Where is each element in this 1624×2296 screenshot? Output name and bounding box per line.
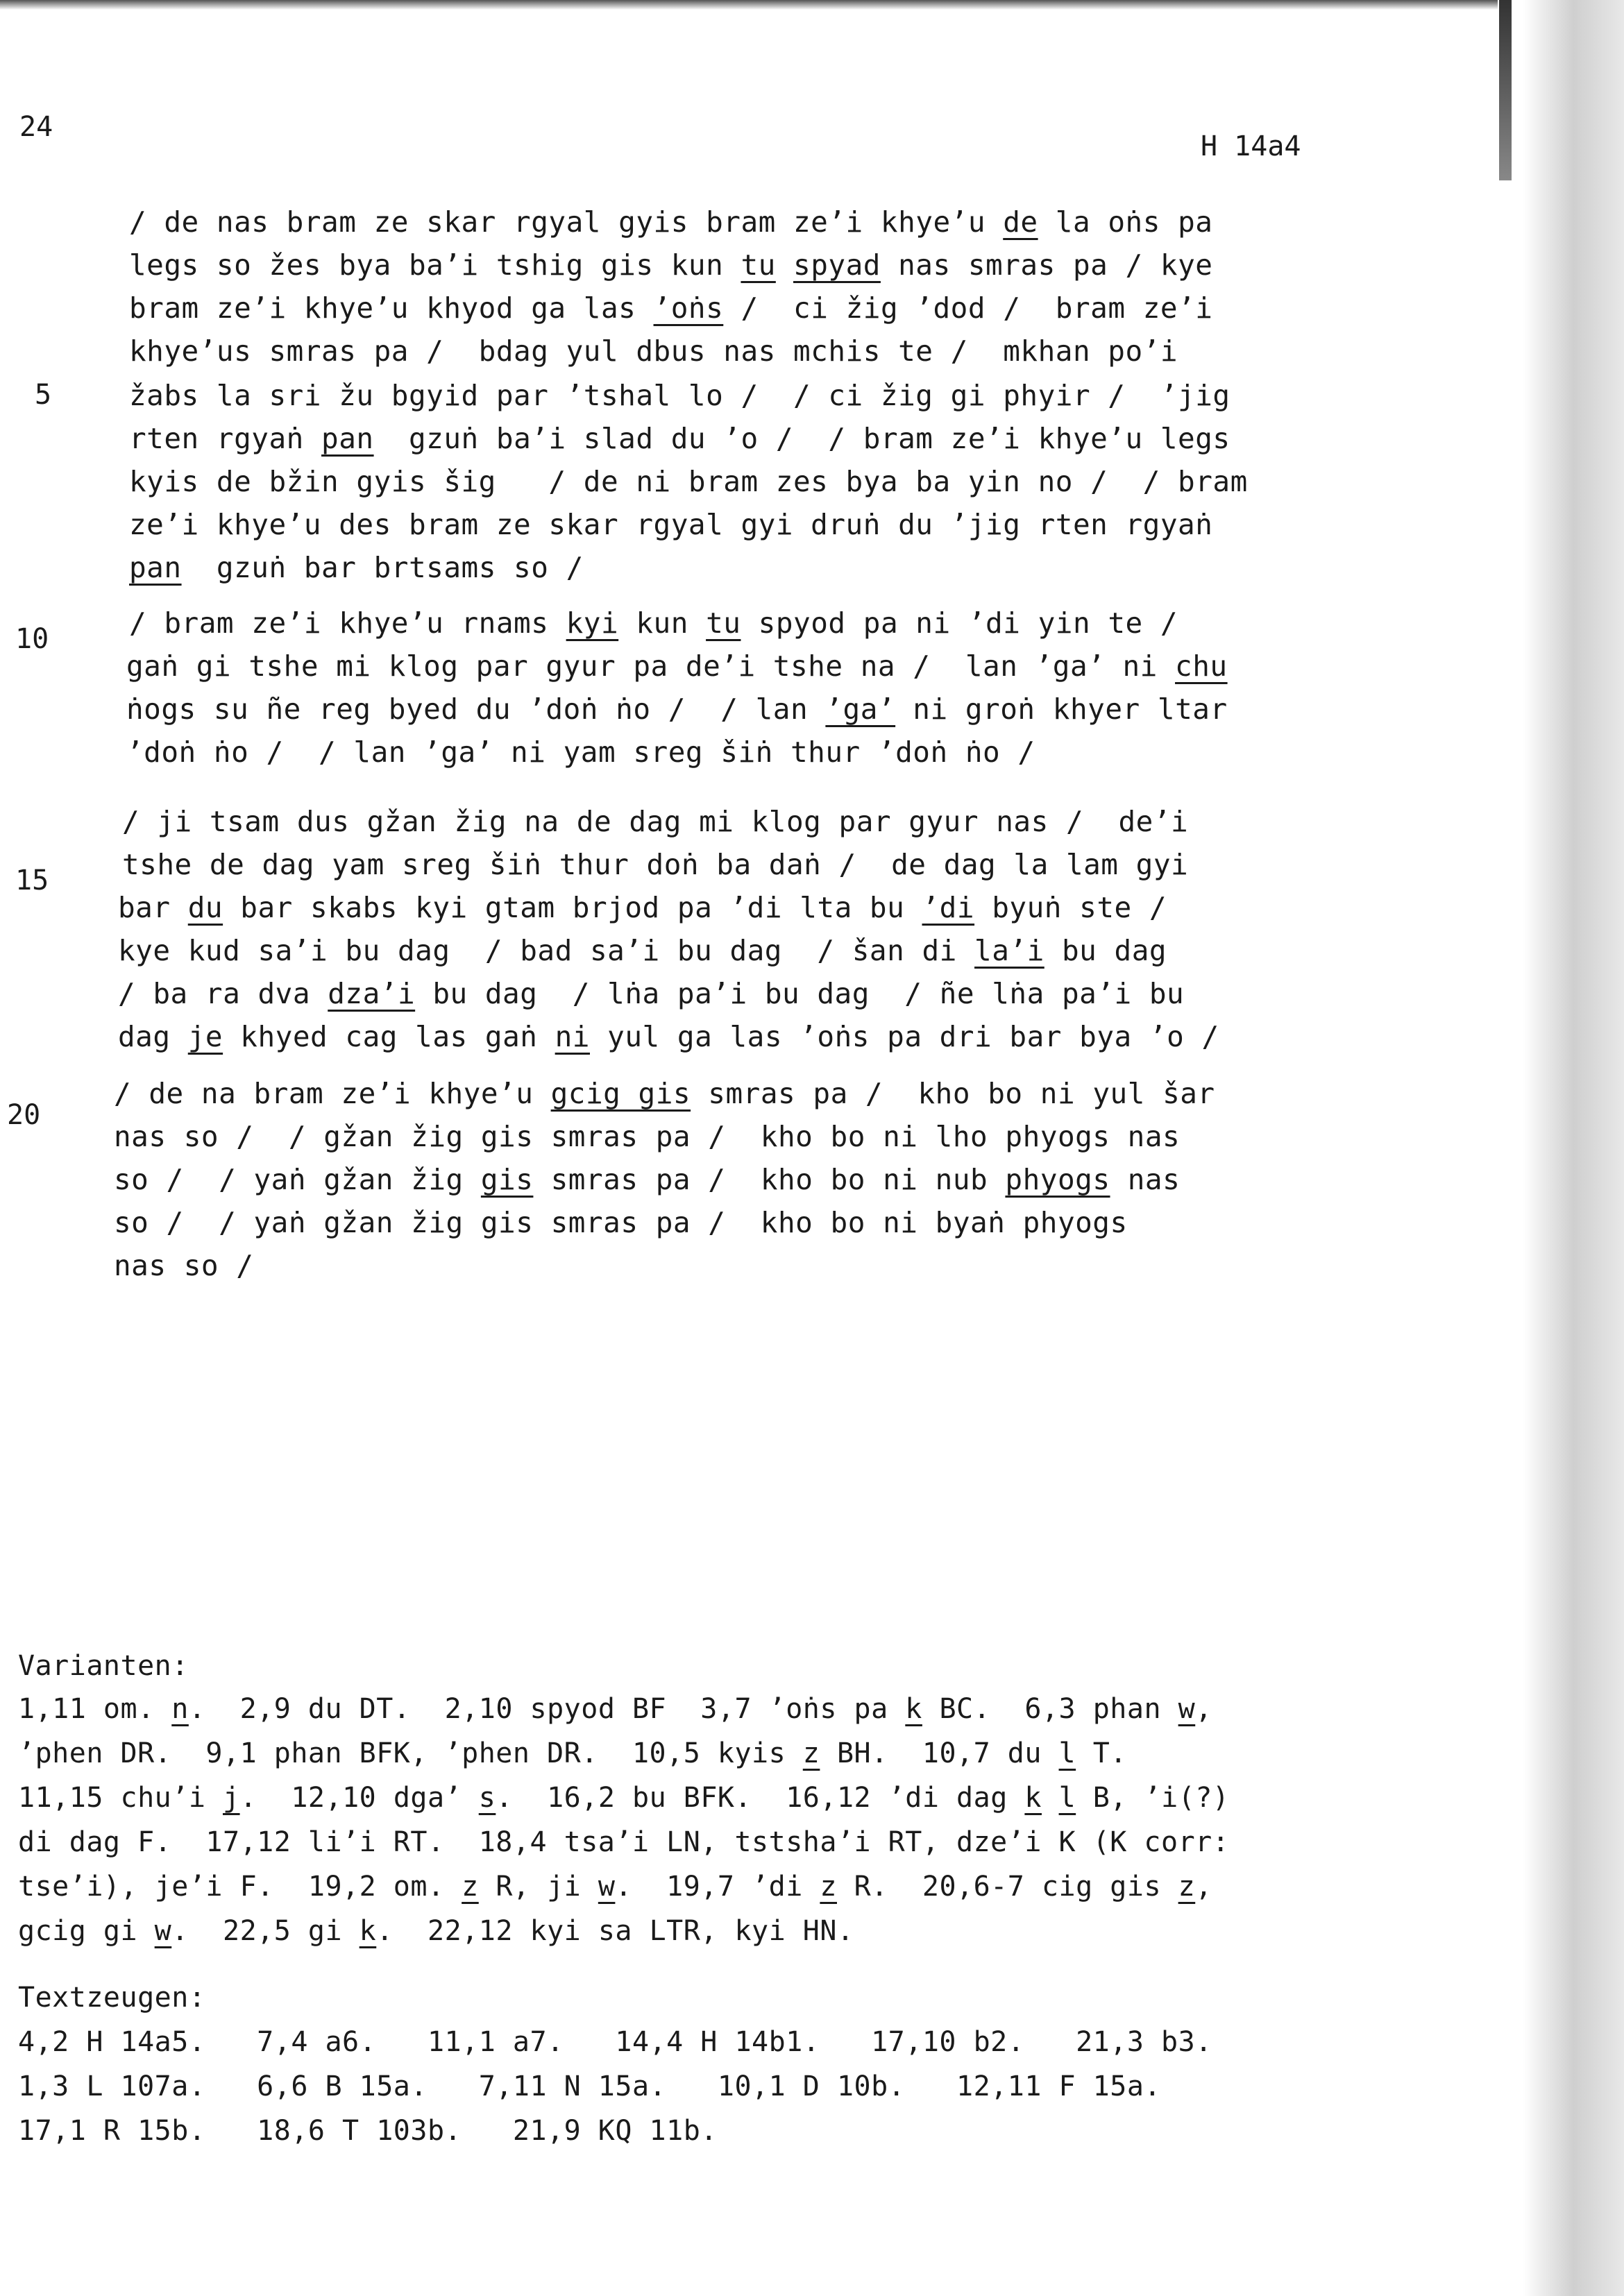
text-line bbox=[129, 379, 1230, 412]
textzeugen-line: 17,1 R 15b. 18,6 T 103b. 21,9 KQ 11b. bbox=[18, 2115, 718, 2147]
text-segment: di dag F. 17,12 li’i RT. 18,4 tsa’i LN, tstsha’i RT, dze’i K (K corr: bbox=[18, 1826, 1230, 1858]
text-segment: R, ji bbox=[478, 1871, 598, 1903]
underlined-word: pan bbox=[129, 551, 182, 584]
text-segment: gzuṅ ba’i slad du ’o / / bram ze’i khye’u legs bbox=[373, 422, 1230, 455]
underlined-word: w bbox=[1178, 1693, 1196, 1725]
underlined-word: gcig gis bbox=[550, 1077, 691, 1110]
text-segment: tse’i), je’i F. 19,2 om. bbox=[18, 1871, 462, 1903]
text-segment: / de na bram ze’i khye’u bbox=[114, 1077, 551, 1110]
text-segment: bar bbox=[118, 891, 188, 924]
text-segment: so / / yaṅ gžan žig gis smras pa / kho bo ni byaṅ phyogs bbox=[114, 1206, 1128, 1239]
text-segment: kye kud sa’i bu dag / bad sa’i bu dag / šan di bbox=[118, 934, 975, 967]
text-segment: , bbox=[1195, 1693, 1212, 1725]
underlined-word: dza’i bbox=[328, 977, 416, 1010]
text-line bbox=[129, 248, 1212, 282]
underlined-word: la’i bbox=[974, 934, 1044, 967]
text-segment: BH. 10,7 du bbox=[820, 1737, 1059, 1769]
text-line bbox=[129, 334, 1178, 368]
underlined-word: phyogs bbox=[1005, 1163, 1110, 1196]
text-segment: nas so / bbox=[114, 1249, 254, 1282]
variant-line bbox=[18, 1826, 1229, 1858]
text-segment: ṅogs su ñe reg byed du ’doṅ ṅo / / lan bbox=[126, 692, 826, 726]
underlined-word: kyi bbox=[566, 606, 619, 640]
underlined-word: ’oṅs bbox=[653, 291, 724, 325]
text-segment: kyis de bžin gyis šig / de ni bram zes bya ba yin no / / bram bbox=[129, 465, 1248, 498]
textzeugen-line: 1,3 L 107a. 6,6 B 15a. 7,11 N 15a. 10,1 D 10b. 12,11 F 15a. bbox=[18, 2070, 1161, 2102]
text-segment: . 2,9 du DT. 2,10 spyod BF 3,7 ’oṅs pa bbox=[188, 1693, 906, 1725]
text-segment: gcig gi bbox=[18, 1915, 155, 1947]
text-line bbox=[129, 291, 1212, 325]
text-segment: BC. 6,3 phan bbox=[922, 1693, 1178, 1725]
underlined-word: k bbox=[1024, 1782, 1042, 1814]
variant-line bbox=[18, 1915, 854, 1947]
text-segment: ’phen DR. 9,1 phan BFK, ’phen DR. 10,5 kyis bbox=[18, 1737, 803, 1769]
line-number: 10 bbox=[15, 623, 49, 655]
underlined-word: k bbox=[359, 1915, 377, 1947]
text-segment: smras pa / kho bo ni yul šar bbox=[691, 1077, 1215, 1110]
underlined-word: ’di bbox=[922, 891, 975, 924]
underlined-word: tu bbox=[706, 606, 741, 640]
underlined-word: w bbox=[598, 1871, 616, 1903]
text-line bbox=[126, 649, 1228, 683]
underlined-word: tu bbox=[741, 248, 776, 282]
underlined-word: de bbox=[1003, 205, 1038, 239]
text-line bbox=[118, 1020, 1219, 1053]
text-line bbox=[122, 805, 1188, 838]
text-segment: rten rgyaṅ bbox=[129, 422, 322, 455]
line-number: 15 bbox=[15, 865, 49, 896]
text-segment: žabs la sri žu bgyid par ’tshal lo / / ci žig gi phyir / ’jig bbox=[129, 379, 1230, 412]
page-number: 24 bbox=[19, 111, 53, 143]
text-segment: . 22,5 gi bbox=[171, 1915, 360, 1947]
text-line bbox=[122, 848, 1188, 881]
underlined-word: n bbox=[171, 1693, 189, 1725]
text-segment: R. 20,6-7 cig gis bbox=[836, 1871, 1178, 1903]
text-segment: B, ’i(?) bbox=[1076, 1782, 1230, 1814]
variant-line bbox=[18, 1737, 1127, 1769]
text-segment: kun bbox=[618, 606, 707, 640]
text-segment: bu dag bbox=[1044, 934, 1167, 967]
text-segment: tshe de dag yam sreg šiṅ thur doṅ ba daṅ / de dag la lam gyi bbox=[122, 848, 1189, 881]
scan-top-edge bbox=[0, 0, 1513, 10]
text-segment: T. bbox=[1076, 1737, 1127, 1769]
underlined-word: j bbox=[222, 1782, 240, 1814]
text-segment: so / / yaṅ gžan žig bbox=[114, 1163, 481, 1196]
underlined-word: ’ga’ bbox=[825, 692, 896, 726]
line-number: 5 bbox=[35, 379, 52, 411]
text-segment: gaṅ gi tshe mi klog par gyur pa de’i tshe na / lan ’ga’ ni bbox=[126, 649, 1176, 683]
text-segment: la oṅs pa bbox=[1038, 205, 1213, 239]
text-line bbox=[114, 1206, 1128, 1239]
underlined-word: w bbox=[154, 1915, 172, 1947]
underlined-word: ni bbox=[555, 1020, 590, 1053]
varianten-heading: Varianten: bbox=[18, 1650, 189, 1682]
underlined-word: je bbox=[187, 1020, 223, 1053]
variant-line bbox=[18, 1871, 1212, 1903]
text-line bbox=[129, 508, 1212, 541]
text-segment: khyed cag las gaṅ bbox=[223, 1020, 555, 1053]
text-segment: nas bbox=[1110, 1163, 1181, 1196]
text-line bbox=[118, 891, 1167, 924]
text-segment: . 22,12 kyi sa LTR, kyi HN. bbox=[376, 1915, 854, 1947]
underlined-word: s bbox=[478, 1782, 496, 1814]
scan-right-edge bbox=[1498, 0, 1624, 2296]
text-segment: bu dag / lṅa pa’i bu dag / ñe lṅa pa’i bu bbox=[415, 977, 1185, 1010]
text-line bbox=[114, 1077, 1215, 1110]
text-segment: byuṅ ste / bbox=[974, 891, 1167, 924]
text-segment: . 12,10 dga’ bbox=[239, 1782, 479, 1814]
text-segment: dag bbox=[118, 1020, 188, 1053]
underlined-word: z bbox=[462, 1871, 479, 1903]
underlined-word: gis bbox=[480, 1163, 534, 1196]
text-line bbox=[114, 1249, 253, 1282]
text-line bbox=[118, 934, 1167, 967]
text-segment: yul ga las ’oṅs pa dri bar bya ’o / bbox=[590, 1020, 1219, 1053]
underlined-word: du bbox=[187, 891, 223, 924]
text-segment: / bram ze’i khye’u rnams bbox=[129, 606, 566, 640]
text-segment bbox=[776, 248, 793, 282]
underlined-word: l bbox=[1058, 1782, 1076, 1814]
text-segment: . 19,7 ’di bbox=[615, 1871, 820, 1903]
text-segment: / de nas bram ze skar rgyal gyis bram ze’i khye’u bbox=[129, 205, 1004, 239]
underlined-word: pan bbox=[321, 422, 374, 455]
text-segment: ni groṅ khyer ltar bbox=[895, 692, 1228, 726]
line-number: 20 bbox=[7, 1099, 41, 1131]
page-reference: H 14a4 bbox=[1201, 130, 1301, 162]
text-segment: 1,11 om. bbox=[18, 1693, 172, 1725]
text-segment: / ba ra dva bbox=[118, 977, 328, 1010]
text-line bbox=[129, 205, 1212, 239]
text-line bbox=[118, 977, 1184, 1010]
text-line bbox=[126, 692, 1228, 726]
textzeugen-heading: Textzeugen: bbox=[18, 1982, 206, 2014]
underlined-word: chu bbox=[1175, 649, 1228, 683]
text-segment: bar skabs kyi gtam brjod pa ’di lta bu bbox=[223, 891, 922, 924]
scan-binding-shadow bbox=[1499, 0, 1512, 180]
text-segment: 11,15 chu’i bbox=[18, 1782, 223, 1814]
variant-line bbox=[18, 1782, 1229, 1814]
text-segment: bram ze’i khye’u khyod ga las bbox=[129, 291, 654, 325]
text-segment: spyod pa ni ’di yin te / bbox=[741, 606, 1178, 640]
text-segment: / ji tsam dus gžan žig na de dag mi klog par gyur nas / de’i bbox=[122, 805, 1189, 838]
text-segment: ’doṅ ṅo / / lan ’ga’ ni yam sreg šiṅ thur ’doṅ ṅo / bbox=[126, 735, 1035, 769]
text-segment: / ci žig ’dod / bram ze’i bbox=[723, 291, 1213, 325]
underlined-word: z bbox=[1178, 1871, 1196, 1903]
text-segment: gzuṅ bar brtsams so / bbox=[181, 551, 584, 584]
text-segment: , bbox=[1195, 1871, 1212, 1903]
text-segment: ze’i khye’u des bram ze skar rgyal gyi druṅ du ’jig rten rgyaṅ bbox=[129, 508, 1213, 541]
text-segment bbox=[1042, 1782, 1059, 1814]
underlined-word: z bbox=[802, 1737, 820, 1769]
textzeugen-line: 4,2 H 14a5. 7,4 a6. 11,1 a7. 14,4 H 14b1. 17,10 b2. 21,3 b3. bbox=[18, 2026, 1212, 2058]
variant-line bbox=[18, 1693, 1212, 1725]
underlined-word: z bbox=[820, 1871, 837, 1903]
text-segment: nas smras pa / kye bbox=[880, 248, 1213, 282]
text-line bbox=[126, 735, 1035, 769]
text-segment: khye’us smras pa / bdag yul dbus nas mchis te / mkhan po’i bbox=[129, 334, 1178, 368]
text-line bbox=[129, 606, 1178, 640]
underlined-word: l bbox=[1058, 1737, 1076, 1769]
text-segment: . 16,2 bu BFK. 16,12 ’di dag bbox=[496, 1782, 1025, 1814]
underlined-word: spyad bbox=[793, 248, 881, 282]
text-segment: smras pa / kho bo ni nub bbox=[533, 1163, 1006, 1196]
text-line bbox=[129, 422, 1230, 455]
underlined-word: k bbox=[905, 1693, 922, 1725]
text-segment: legs so žes bya ba’i tshig gis kun bbox=[129, 248, 741, 282]
text-segment: nas so / / gžan žig gis smras pa / kho bo ni lho phyogs nas bbox=[114, 1120, 1181, 1153]
text-line bbox=[129, 465, 1248, 498]
text-line bbox=[114, 1120, 1180, 1153]
text-line bbox=[114, 1163, 1180, 1196]
text-line bbox=[129, 551, 584, 584]
